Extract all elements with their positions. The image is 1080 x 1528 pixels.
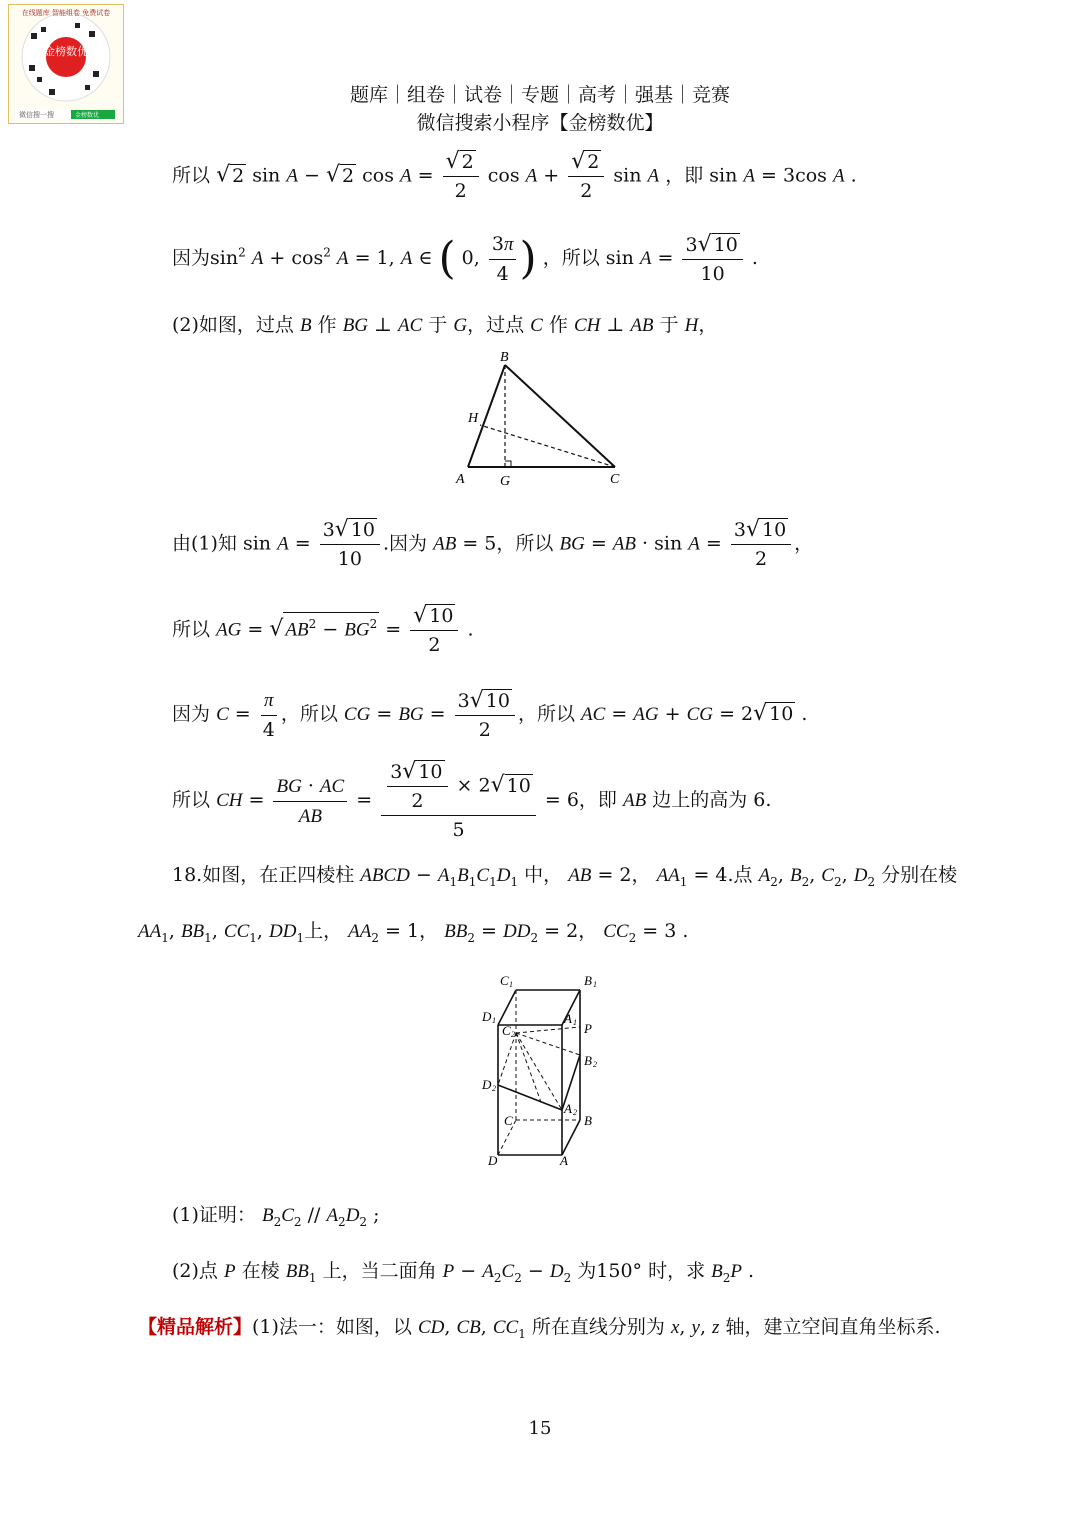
eq-line-2: 因为$\sin^2 A + \cos^2 A = 1$, A ∈ ( 0, $\frac{3\pi}{4}$ ) ，所以 sin A = $\frac{3√ 10}{10}$ . (172, 231, 758, 285)
sub-a1: 1 (573, 1018, 577, 1027)
label-b1: B (584, 973, 592, 988)
header-nav: 题库｜组卷｜试卷｜专题｜高考｜强基｜竞赛 (349, 84, 730, 106)
sub-a2: 2 (573, 1108, 577, 1117)
problem-18-cont: $AA_1$, $BB_1$, $CC_1$, $DD_1$上， $AA_2 = 1$， $BB_2 = DD_2 = 2$， $CC_2 = 3$ . (138, 920, 689, 945)
label-b: B (584, 1113, 592, 1128)
header-subtitle: 微信搜索小程序【金榜数优】 (416, 112, 664, 134)
label-a2: A (564, 1101, 572, 1116)
sub-d1: 1 (492, 1016, 496, 1025)
question-2: (2)点 P 在棱 $BB_1$ 上，当二面角 $P - A_2C_2 - D_2$ 为150° 时，求 $B_2P$ . (172, 1260, 755, 1285)
sub-d2: 2 (492, 1084, 496, 1093)
label-h: H (468, 411, 479, 426)
label-p: P (584, 1021, 592, 1036)
label-a: A (456, 472, 465, 487)
sub-b2: 2 (593, 1060, 597, 1069)
label-c: C (610, 472, 620, 487)
label-c1: C (500, 973, 509, 988)
sub-c1: 1 (509, 980, 513, 989)
label-c2: C (502, 1023, 511, 1038)
label-c: C (504, 1113, 513, 1128)
label-b2: B (584, 1053, 592, 1068)
eq-line-3: (2)如图，过点 B 作 BG ⊥ AC 于 G，过点 C 作 CH ⊥ AB 于 H， (172, 314, 718, 336)
label-d2: D (482, 1077, 492, 1092)
eq-line-4: 由(1)知 sin A = $\frac{3√ 10}{10}$ .因为 AB = 5，所以 BG = AB · sin A = $\frac{3√ 10}{2}$ ， (172, 517, 814, 570)
eq-line-1: 所以 √ 2 sin A − √ 2 cos A = $\frac{√ 2}{2}$ cos A + $\frac{√ 2}{2}$ sin A ，即 sin A = 3cos A . (172, 149, 857, 202)
label-b: B (500, 350, 509, 365)
label-g: G (500, 474, 511, 489)
eq-line-7: 所以 CH = $\frac{BG \cdot AC}{AB}$ = $\frac{3√ 10}{2}$ × 2√ 10 5 = 6，即 AB 边上的高为 6. (172, 759, 772, 841)
prism-figure (470, 965, 610, 1175)
label-a: A (560, 1153, 568, 1168)
analysis-line: 【精品解析】(1)法一：如图，以 CD, CB, $CC_1$ 所在直线分别为 x, y, z 轴，建立空间直角坐标系. (138, 1316, 941, 1341)
logo-bottom-right: 金榜数优 (75, 112, 100, 119)
problem-18: 18.如图，在正四棱柱 ABCD − $A_1B_1C_1D_1$ 中， AB = 2， $AA_1 = 4$.点 $A_2$, $B_2$, $C_2$, $D_2$ 分别在棱 (172, 864, 958, 889)
logo-top-text: 在线题库 智能组卷 免费试卷 (21, 9, 111, 17)
analysis-tag: 【精品解析】 (138, 1316, 253, 1338)
question-1: (1)证明： $B_2C_2 // A_2D_2$ ; (172, 1204, 380, 1229)
page-number: 15 (528, 1418, 552, 1439)
triangle-figure (440, 345, 640, 495)
label-d: D (488, 1153, 498, 1168)
label-d1: D (482, 1009, 492, 1024)
sub-b1: 1 (593, 980, 597, 989)
eq-line-6: 因为 C = $\frac{\pi}{4}$ ，所以 CG = BG = $\frac{3√ 10}{2}$ ，所以 AC = AG + CG = 2√ 10 . (172, 687, 808, 741)
sub-c2: 2 (511, 1030, 515, 1039)
eq-line-5: 所以 AG = √ $AB^2 - BG^2$ = $\frac{√ 10}{2}$ . (172, 603, 474, 656)
logo-center-text: 金榜数优 (44, 45, 88, 58)
logo-bottom-left: 微信搜一搜 (19, 111, 54, 119)
label-a1: A (564, 1011, 572, 1026)
